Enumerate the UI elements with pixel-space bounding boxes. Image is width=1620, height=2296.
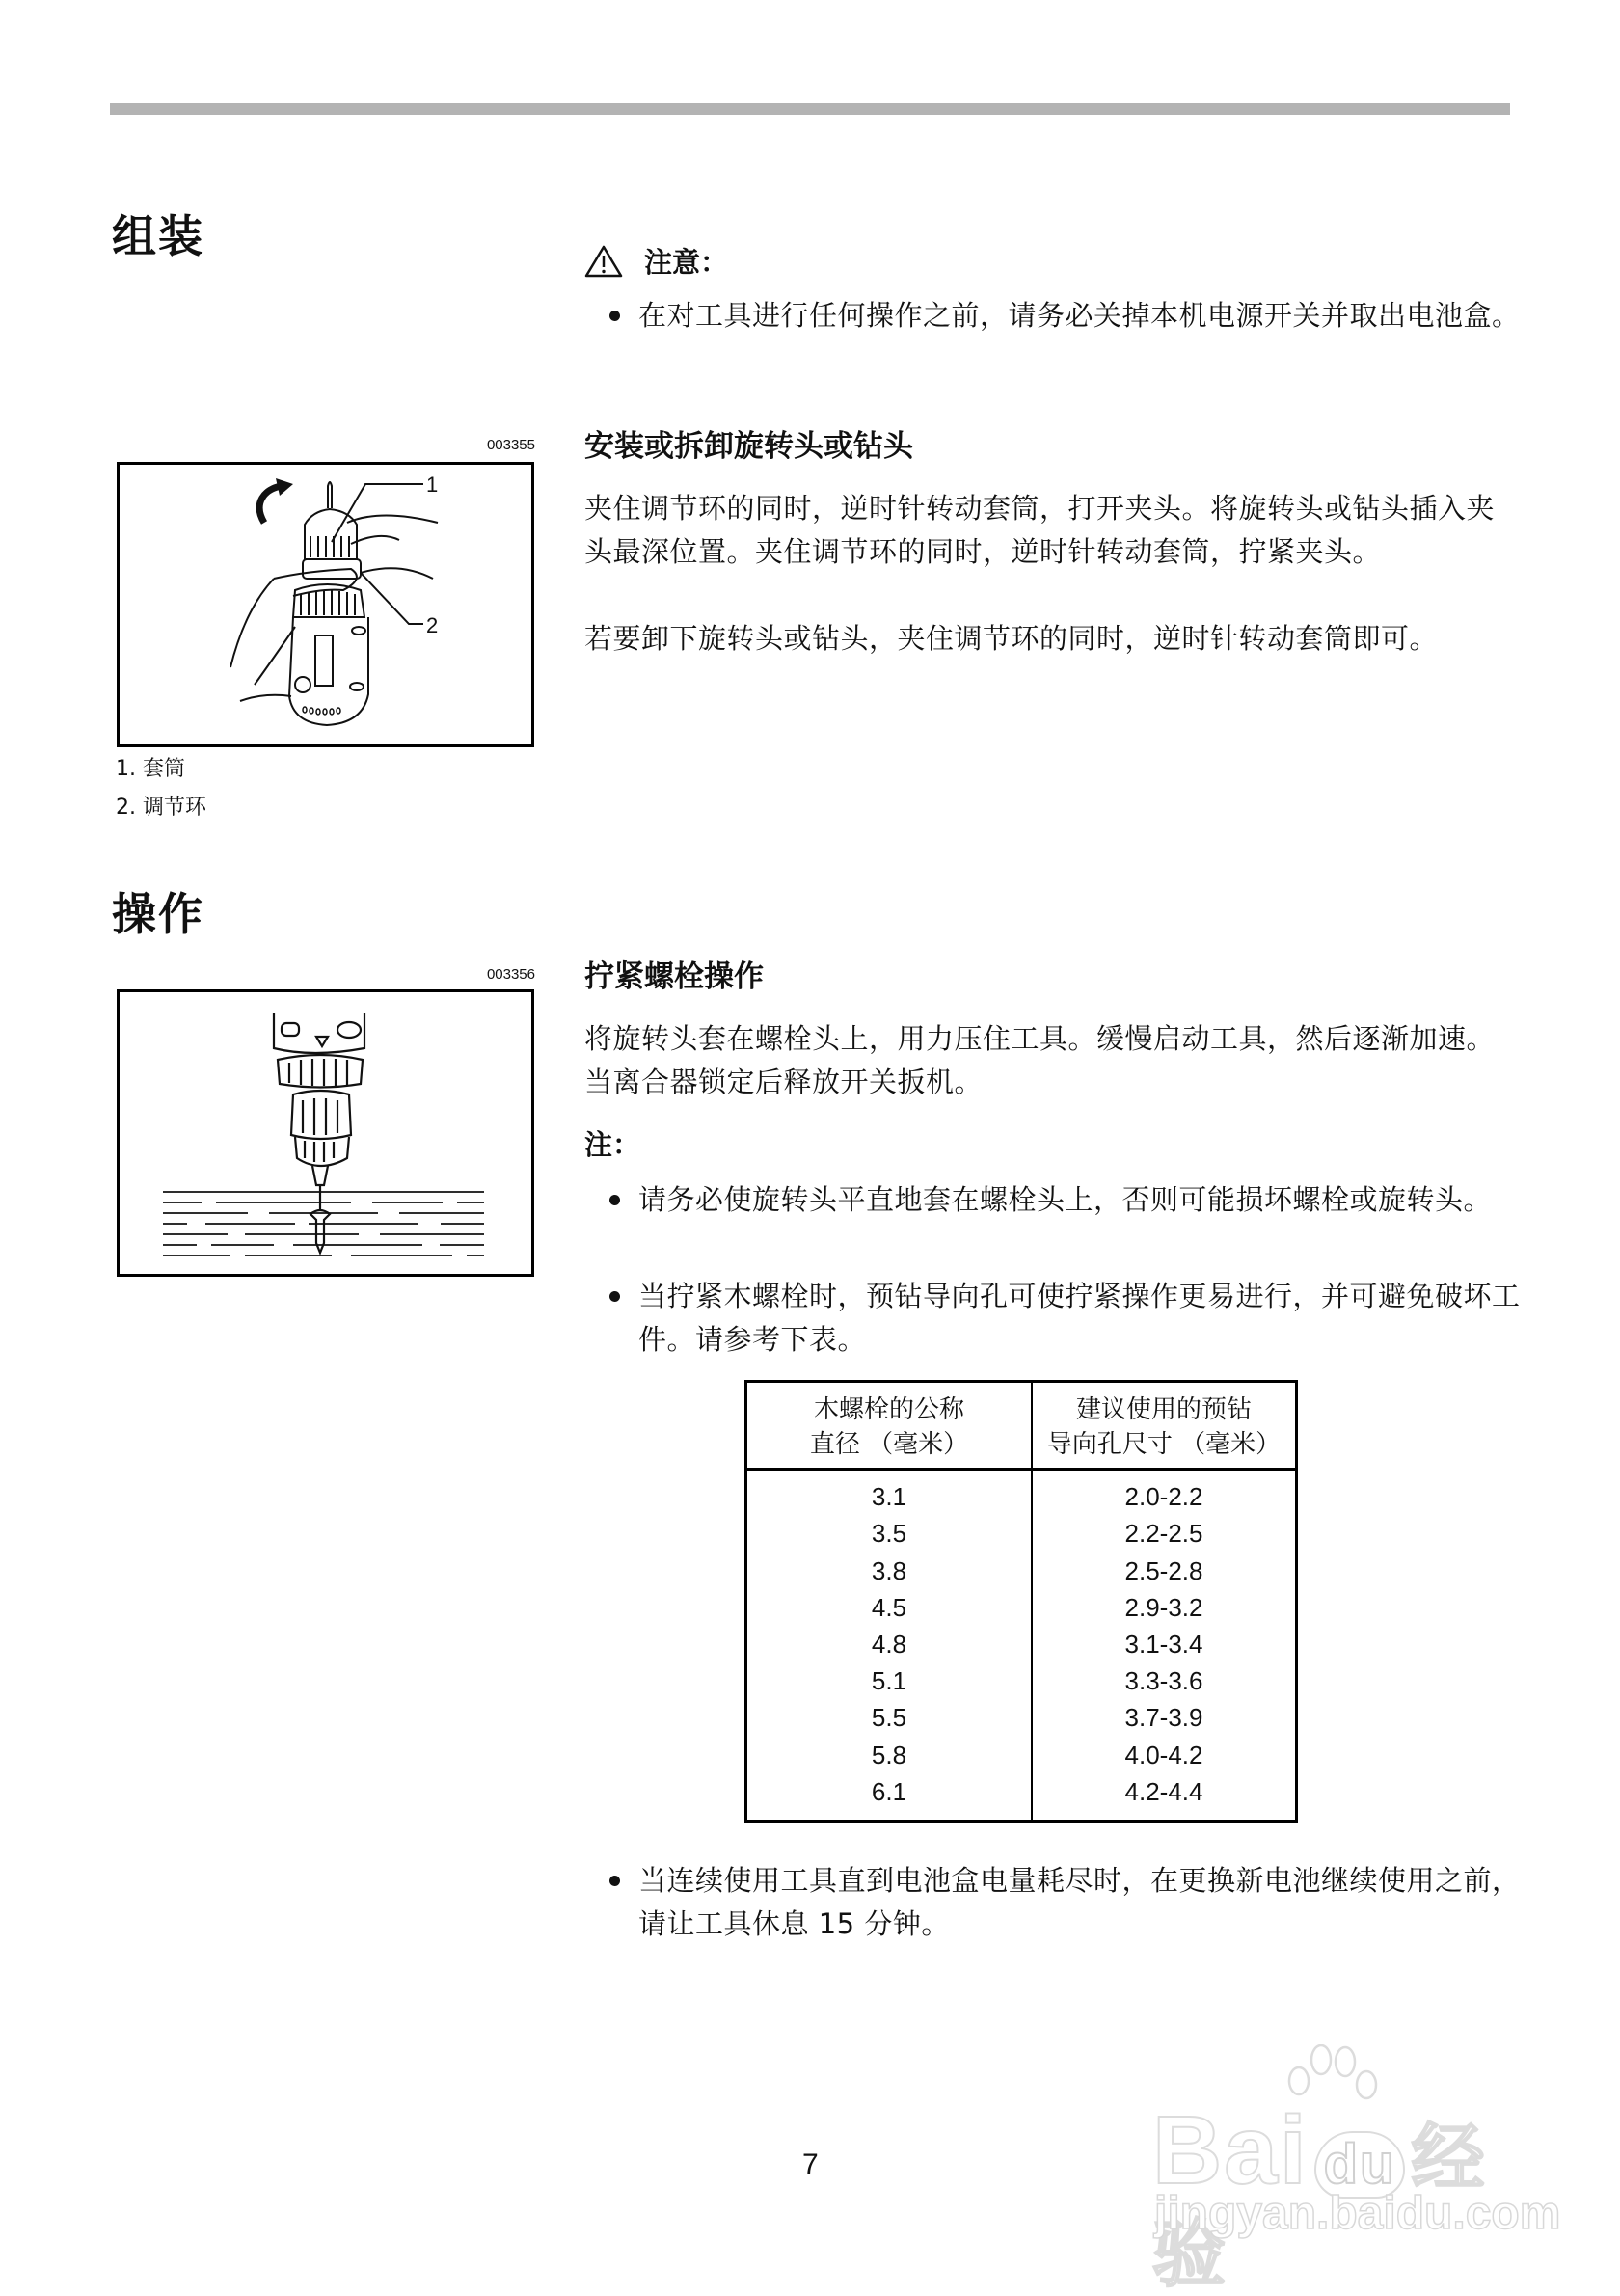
baidu-jingyan-watermark bbox=[1152, 2054, 1561, 2296]
note-bullet-3 bbox=[600, 1859, 1526, 1946]
watermark-brand-right: 经验 bbox=[1152, 2118, 1487, 2296]
note-bullet-3-text: 当连续使用工具直到电池盒电量耗尽时，在更换新电池继续使用之前，请让工具休息 15 分钟。 bbox=[638, 1864, 1521, 1940]
table-header-screw-diameter: 木螺栓的公称 直径 （毫米） bbox=[746, 1382, 1033, 1470]
watermark-brand-left: Bai bbox=[1152, 2096, 1309, 2204]
note-bullet-2-text: 当拧紧木螺栓时，预钻导向孔可使拧紧操作更易进行，并可避免破坏工件。请参考下表。 bbox=[638, 1280, 1521, 1356]
table-row: 5.8 4.0-4.2 bbox=[746, 1736, 1297, 1772]
callout-2: 2 bbox=[426, 613, 439, 637]
bullet-icon bbox=[600, 1859, 638, 1946]
bullet-icon bbox=[600, 1178, 638, 1222]
table-header-row bbox=[746, 1382, 1297, 1470]
figure-code: 003355 bbox=[486, 437, 535, 453]
table-row: 6.1 4.2-4.4 bbox=[746, 1773, 1297, 1822]
watermark-url: jingyan.baidu.com bbox=[1154, 2188, 1561, 2239]
callout-1: 1 bbox=[426, 473, 439, 497]
drill-screwdriving-illustration bbox=[120, 992, 531, 1274]
table-row: 4.8 3.1-3.4 bbox=[746, 1626, 1297, 1662]
table-row: 5.1 3.3-3.6 bbox=[746, 1662, 1297, 1699]
note-label: 注： bbox=[584, 1128, 641, 1161]
figure-chuck-adjust bbox=[117, 462, 534, 747]
caution-header bbox=[584, 241, 728, 281]
figure-screwdriving bbox=[117, 989, 534, 1277]
bullet-icon bbox=[600, 1275, 638, 1362]
install-bit-paragraph-2: 若要卸下旋转头或钻头，夹住调节环的同时，逆时针转动套筒即可。 bbox=[584, 622, 1439, 655]
subsection-title-install-bit: 安装或拆卸旋转头或钻头 bbox=[584, 429, 913, 464]
table-row: 3.1 2.0-2.2 bbox=[746, 1470, 1297, 1516]
table-row: 3.8 2.5-2.8 bbox=[746, 1552, 1297, 1588]
table-row: 5.5 3.7-3.9 bbox=[746, 1699, 1297, 1736]
figure-caption-2: 2. 调节环 bbox=[116, 796, 206, 820]
figure-caption-1: 1. 套筒 bbox=[116, 757, 185, 781]
caution-bullet bbox=[600, 294, 1526, 338]
drill-chuck-illustration bbox=[120, 465, 531, 744]
warning-triangle-icon bbox=[584, 245, 623, 278]
watermark-brand-paw: du bbox=[1314, 2131, 1406, 2199]
rotation-arrow-icon bbox=[259, 486, 282, 523]
section-title-operation: 操作 bbox=[112, 888, 204, 940]
figure-code: 003356 bbox=[486, 966, 535, 983]
pilot-hole-table bbox=[744, 1380, 1298, 1823]
caution-label: 注意： bbox=[644, 246, 729, 279]
note-bullet-1 bbox=[600, 1178, 1526, 1222]
install-bit-paragraph-1: 夹住调节环的同时，逆时针转动套筒，打开夹头。将旋转头或钻头插入夹头最深位置。夹住调节环的同时，逆时针转动套筒，拧紧夹头。 bbox=[584, 492, 1496, 568]
table-header-pilot-hole: 建议使用的预钻 导向孔尺寸 （毫米） bbox=[1032, 1382, 1297, 1470]
top-divider-bar bbox=[110, 103, 1510, 115]
section-title-assembly: 组装 bbox=[112, 210, 204, 262]
caution-bullet-text: 在对工具进行任何操作之前，请务必关掉本机电源开关并取出电池盒。 bbox=[638, 299, 1521, 332]
note-bullet-1-text: 请务必使旋转头平直地套在螺栓头上，否则可能损坏螺栓或旋转头。 bbox=[638, 1183, 1493, 1216]
table-row: 3.5 2.2-2.5 bbox=[746, 1515, 1297, 1552]
subsection-title-screwdriving: 拧紧螺栓操作 bbox=[584, 959, 764, 994]
screwdriving-paragraph: 将旋转头套在螺栓头上，用力压住工具。缓慢启动工具，然后逐渐加速。当离合器锁定后释放开关扳机。 bbox=[584, 1022, 1496, 1098]
page-number: 7 bbox=[802, 2148, 819, 2180]
table-row: 4.5 2.9-3.2 bbox=[746, 1589, 1297, 1626]
note-bullet-2 bbox=[600, 1275, 1526, 1362]
bullet-icon bbox=[600, 294, 638, 338]
